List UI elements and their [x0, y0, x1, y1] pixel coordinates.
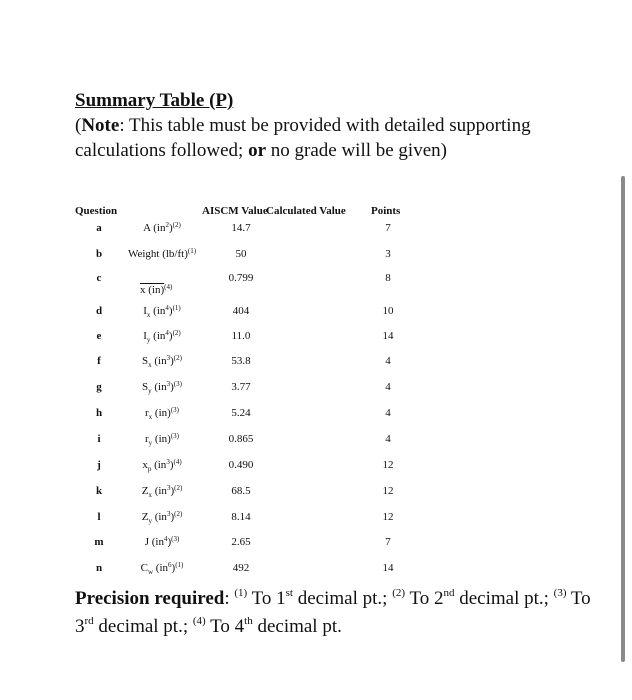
property-unit-power: 3 — [166, 458, 170, 466]
property-unit-power: 6 — [168, 561, 172, 569]
property-subscript: y — [148, 517, 152, 525]
row-property — [120, 355, 204, 367]
row-property — [120, 433, 204, 445]
property-unit-power: 4 — [165, 329, 169, 337]
property-unit: (in) — [152, 407, 171, 419]
property-precision-ref: (4) — [173, 458, 182, 466]
col-header-question: Question — [75, 205, 118, 217]
p4-ord: th — [244, 615, 253, 627]
p3-rest: decimal pt.; — [93, 616, 193, 637]
row-points: 4 — [385, 381, 391, 393]
property-unit: (in — [153, 562, 169, 574]
row-property — [120, 407, 204, 419]
note-text-2: no grade will be given) — [266, 140, 447, 161]
row-question-letter: m — [94, 536, 104, 548]
table-row — [0, 562, 632, 578]
property-close: ) — [170, 355, 174, 367]
row-points: 12 — [382, 511, 394, 523]
property-unit: (in — [151, 511, 167, 523]
property-precision-ref: (2) — [174, 510, 183, 518]
row-question-letter: c — [96, 272, 102, 284]
property-unit: (in — [151, 355, 167, 367]
p2-rest: decimal pt.; — [454, 588, 554, 609]
row-property — [120, 305, 204, 317]
row-question-letter: a — [96, 222, 102, 234]
property-precision-ref: (3) — [170, 406, 179, 414]
property-precision-ref: (1) — [187, 247, 197, 255]
row-points: 12 — [382, 485, 394, 497]
row-question-letter: g — [96, 381, 102, 393]
row-question-letter: n — [95, 562, 103, 574]
row-points: 4 — [385, 407, 391, 419]
p4-text: To 4 — [205, 616, 245, 637]
p3-ord: rd — [84, 615, 94, 627]
property-name: S — [142, 355, 149, 367]
row-question-letter: h — [95, 407, 103, 419]
row-aiscm-value: 14.7 — [231, 222, 251, 234]
property-unit-power: 4 — [165, 304, 169, 312]
p4-sup: (4) — [192, 615, 206, 627]
row-points: 8 — [385, 272, 391, 284]
row-aiscm-value: 492 — [232, 562, 250, 574]
row-property — [120, 248, 204, 260]
row-points: 4 — [385, 355, 391, 367]
row-property — [120, 562, 204, 574]
table-row — [0, 330, 632, 346]
row-aiscm-value: 0.865 — [228, 433, 254, 445]
table-row — [0, 459, 632, 475]
property-subscript: y — [148, 387, 152, 395]
property-unit: (in — [151, 485, 167, 497]
row-aiscm-value: 5.24 — [231, 407, 251, 419]
row-question-letter: f — [97, 355, 101, 367]
precision-colon: : — [224, 588, 230, 609]
p1-rest: decimal pt.; — [293, 588, 393, 609]
property-unit-power: 3 — [166, 380, 171, 388]
row-aiscm-value: 0.490 — [228, 459, 254, 471]
property-precision-ref: (2) — [172, 329, 181, 337]
p1-ord: st — [285, 587, 293, 599]
row-question-letter: k — [95, 485, 103, 497]
property-precision-ref: (3) — [171, 535, 180, 543]
row-aiscm-value: 50 — [235, 248, 247, 260]
row-property — [120, 485, 204, 497]
table-row — [0, 248, 632, 264]
p2-sup: (2) — [392, 587, 406, 599]
property-close: ) — [170, 485, 175, 497]
note-open: ( — [75, 115, 82, 136]
property-close: ) — [169, 459, 174, 471]
property-close: ) — [170, 511, 175, 523]
row-question-letter: e — [96, 330, 102, 342]
property-unit: (in — [150, 305, 166, 317]
note-label: Note — [81, 115, 120, 136]
table-row — [0, 272, 632, 288]
xbar-label-text: x (in) — [140, 284, 165, 296]
property-subscript: p — [147, 465, 152, 473]
precision-note — [75, 586, 595, 642]
row-property — [120, 511, 204, 523]
row-aiscm-value: 68.5 — [231, 485, 251, 497]
table-row — [0, 305, 632, 321]
property-unit: (in) — [152, 433, 171, 445]
col-header-aiscm: AISCM Value — [202, 205, 268, 217]
table-row — [0, 511, 632, 527]
property-name: J (in — [144, 536, 164, 548]
p4-rest: decimal pt. — [252, 616, 342, 637]
row-property — [120, 222, 204, 234]
col-header-calculated: Calculated Value — [266, 205, 346, 217]
property-unit: (in — [150, 330, 166, 342]
row-property — [120, 536, 204, 548]
row-aiscm-value: 8.14 — [231, 511, 251, 523]
property-unit-power: 2 — [165, 221, 169, 229]
col-header-points: Points — [371, 205, 401, 217]
property-close: ) — [168, 222, 173, 234]
p1-sup: (1) — [234, 587, 248, 599]
property-close: ) — [168, 305, 173, 317]
property-name: I — [143, 330, 147, 342]
property-name: S — [142, 381, 149, 393]
property-precision-ref: (1) — [172, 304, 181, 312]
row-property — [120, 459, 204, 471]
table-row — [0, 433, 632, 449]
table-row — [0, 222, 632, 238]
row-question-letter: l — [97, 511, 101, 523]
property-subscript: y — [148, 439, 153, 447]
page-title: Summary Table (P) — [75, 90, 234, 111]
row-aiscm-value: 3.77 — [231, 381, 251, 393]
row-question-letter: j — [97, 459, 101, 471]
property-precision-ref: (1) — [175, 561, 184, 569]
property-subscript: x — [148, 491, 152, 499]
row-question-letter: i — [97, 433, 101, 445]
row-points: 14 — [382, 562, 394, 574]
xbar-property — [140, 284, 172, 296]
table-row — [0, 407, 632, 423]
p3-text: To 3 — [75, 588, 591, 637]
xbar-label-sup: (4) — [164, 283, 173, 291]
p2-text: To 2 — [405, 588, 444, 609]
property-unit-power: 3 — [166, 484, 171, 492]
property-precision-ref: (3) — [170, 432, 179, 440]
property-name: C — [140, 562, 148, 574]
row-points: 12 — [382, 459, 394, 471]
row-points: 10 — [382, 305, 394, 317]
property-name: Weight (lb/ft) — [127, 248, 188, 260]
property-name: r — [145, 407, 149, 419]
row-points: 3 — [385, 248, 391, 260]
row-points: 4 — [385, 433, 391, 445]
row-property — [120, 330, 204, 342]
property-precision-ref: (3) — [173, 380, 182, 388]
property-precision-ref: (2) — [174, 484, 183, 492]
property-name: I — [143, 305, 147, 317]
property-subscript: x — [148, 361, 152, 369]
property-name: Z — [141, 511, 149, 523]
table-row — [0, 381, 632, 397]
property-name: r — [145, 433, 149, 445]
table-row — [0, 536, 632, 552]
property-unit: (in — [151, 381, 167, 393]
property-unit-power: 4 — [163, 535, 168, 543]
row-points: 14 — [382, 330, 394, 342]
row-points: 7 — [385, 222, 391, 234]
property-close: ) — [168, 330, 173, 342]
note-or: or — [248, 140, 266, 161]
property-unit-power: 3 — [166, 510, 171, 518]
p3-sup: (3) — [553, 587, 567, 599]
property-unit-power: 3 — [166, 354, 171, 362]
p2-ord: nd — [443, 587, 455, 599]
property-subscript: x — [148, 413, 153, 421]
property-precision-ref: (2) — [173, 354, 182, 362]
row-points: 7 — [385, 536, 391, 548]
property-name: x — [142, 459, 148, 471]
property-subscript: x — [146, 311, 151, 319]
property-subscript: y — [146, 336, 151, 344]
row-aiscm-value: 11.0 — [231, 330, 251, 342]
row-aiscm-value: 404 — [232, 305, 250, 317]
property-close: ) — [167, 536, 172, 548]
row-question-letter: b — [95, 248, 103, 260]
row-aiscm-value: 0.799 — [228, 272, 254, 284]
row-aiscm-value: 53.8 — [231, 355, 251, 367]
header-block — [75, 88, 545, 163]
row-question-letter: d — [95, 305, 103, 317]
row-property — [120, 381, 204, 393]
property-precision-ref: (2) — [172, 221, 181, 229]
row-aiscm-value: 2.65 — [231, 536, 251, 548]
property-unit: (in — [151, 459, 167, 471]
table-row — [0, 355, 632, 371]
property-close: ) — [171, 562, 176, 574]
p1-text: To 1 — [247, 588, 286, 609]
property-name: Z — [141, 485, 149, 497]
property-name: A (in — [143, 222, 166, 234]
table-row — [0, 485, 632, 501]
precision-label: Precision required — [75, 588, 225, 609]
property-close: ) — [170, 381, 174, 393]
note-text-1: : This table must be provided with detailed supporting calculations followed; — [75, 115, 531, 161]
property-subscript: w — [147, 568, 154, 576]
